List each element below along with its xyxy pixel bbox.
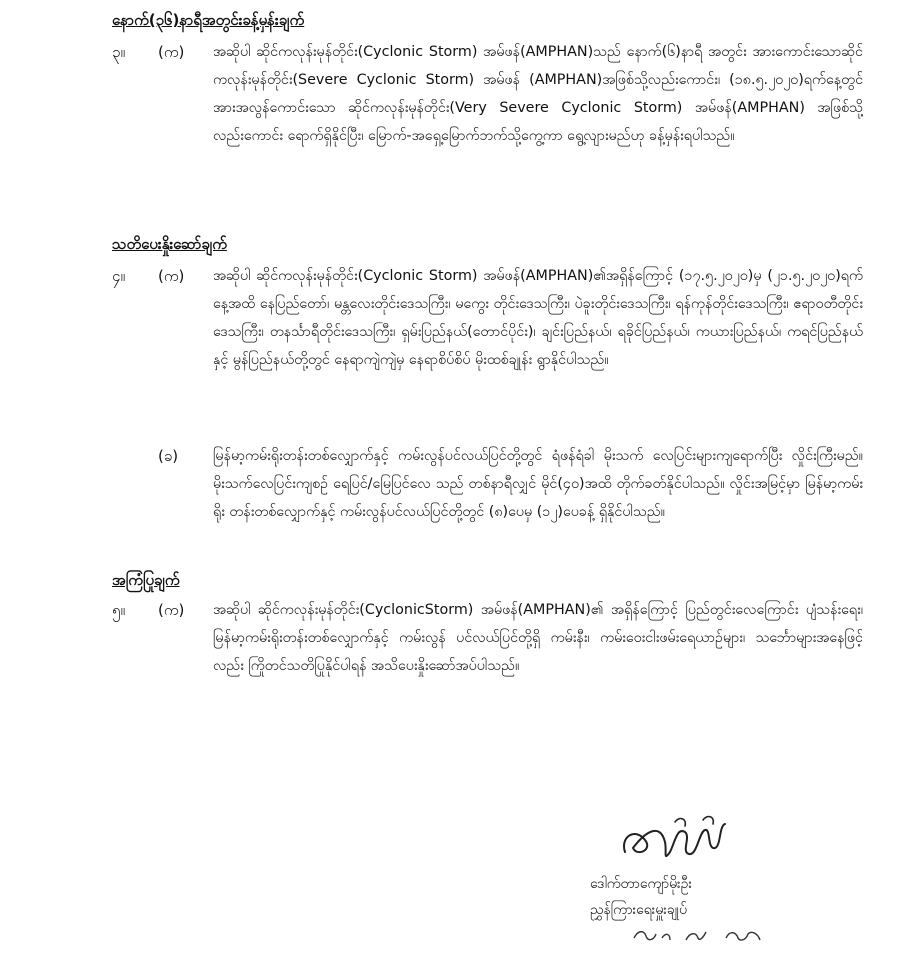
- paragraph-number: ၅။: [112, 601, 125, 619]
- advice-paragraph: အဆိုပါ ဆိုင်ကလုန်းမုန်တိုင်း(CyclonicStorm) အမ်ဖန်(AMPHAN)၏ အရှိန်ကြောင့် ပြည်တွင်းလေကြောင်း ပျံသန်းရေး၊ မြန်မာ့ကမ်းရိုးတန်းတစ်လျှောက်နှင့် ကမ်းလွန် ပင်လယ်ပြင်တို့ရှိ ကမ်းနီး၊ ကမ်းဝေးငါးဖမ်းရေယာဉ်များ၊ သင်္ဘောများအနေဖြင့်လည်း ကြိုတင်သတိပြုနိုင်ပါရန် အသိပေးနှိုးဆော်အပ်ပါသည်။: [213, 602, 863, 674]
- warning-paragraph-a: အဆိုပါ ဆိုင်ကလုန်းမုန်တိုင်း(Cyclonic Storm) အမ်ဖန်(AMPHAN)၏အရှိန်ကြောင့် (၁၇.၅.၂၀၂၀)မှ (၂၁.၅.၂၀၂၀)ရက်နေ့အထိ နေပြည်တော်၊ မန္တလေးတိုင်းဒေသကြီး၊ မကွေး တိုင်းဒေသကြီး၊ ပဲခူးတိုင်းဒေသကြီး၊ ရန်ကုန်တိုင်းဒေသကြီး၊ ဧရာဝတီတိုင်းဒေသကြီး၊ တနင်္သာရီတိုင်းဒေသကြီး၊ ရှမ်းပြည်နယ်(တောင်ပိုင်း)၊ ချင်းပြည်နယ်၊ ရခိုင်ပြည်နယ်၊ ကယားပြည်နယ်၊ ကရင်ပြည်နယ်နှင့် မွန်ပြည်နယ်တို့တွင် နေရာကျဲကျဲမှ နေရာစိပ်စိပ် မိုးထစ်ချုန်း ရွာနိုင်ပါသည်။: [213, 268, 863, 368]
- sub-item-label: (က): [158, 267, 185, 285]
- section-heading-warning: သတိပေးနှိုးဆော်ချက်: [112, 235, 227, 253]
- forecast-paragraph: အဆိုပါ ဆိုင်ကလုန်းမုန်တိုင်း(Cyclonic Storm) အမ်ဖန်(AMPHAN)သည် နောက်(၆)နာရီ အတွင်း အားကောင်းသောဆိုင်ကလုန်းမုန်တိုင်း(Severe Cyclonic Storm) အမ်ဖန် (AMPHAN)အဖြစ်သို့လည်းကောင်း၊ (၁၈.၅.၂၀၂၀)ရက်နေ့တွင် အားအလွန်ကောင်းသော ဆိုင်ကလုန်းမုန်တိုင်း(Very Severe Cyclonic Storm) အမ်ဖန်(AMPHAN) အဖြစ်သို့ လည်းကောင်း ရောက်ရှိနိုင်ပြီး၊ မြောက်-အရှေ့မြောက်ဘက်သို့ကွေ့ကာ ရွေ့လျားမည်ဟု ခန့်မှန်းရပါသည်။: [213, 44, 863, 144]
- paragraph-number: ၄။: [112, 267, 125, 285]
- paragraph-number: ၃။: [112, 43, 125, 61]
- handwritten-date: [630, 924, 770, 946]
- warning-paragraph-b: မြန်မာ့ကမ်းရိုးတန်းတစ်လျှောက်နှင့် ကမ်းလွန်ပင်လယ်ပြင်တို့တွင် ရံဖန်ရံခါ မိုးသက် လေပြင်းများကျရောက်ပြီး လှိုင်းကြီးမည်။ မိုးသက်လေပြင်းကျစဉ် ရေပြင်/မြေပြင်လေ သည် တစ်နာရီလျှင် မိုင်(၄၀)အထိ တိုက်ခတ်နိုင်ပါသည်။ လှိုင်းအမြင့်မှာ မြန်မာ့ကမ်းရိုး တန်းတစ်လျှောက်နှင့် ကမ်းလွန်ပင်လယ်ပြင်တို့တွင် (၈)ပေမှ (၁၂)ပေခန့် ရှိနိုင်ပါသည်။: [213, 448, 863, 520]
- signatory-title: ညွှန်ကြားရေးမှူးချုပ်: [590, 902, 687, 918]
- handwritten-signature: [615, 812, 735, 872]
- section-heading-advice: အကြံပြုချက်: [112, 571, 180, 589]
- sub-item-label: (ခ): [158, 447, 179, 465]
- sub-item-label: (က): [158, 43, 185, 61]
- signatory-name: ဒေါက်တာကျော်မိုးဦး: [590, 876, 693, 892]
- sub-item-label: (က): [158, 601, 185, 619]
- section-heading-forecast: နောက်(၃၆)နာရီအတွင်းခန့်မှန်းချက်: [112, 11, 305, 29]
